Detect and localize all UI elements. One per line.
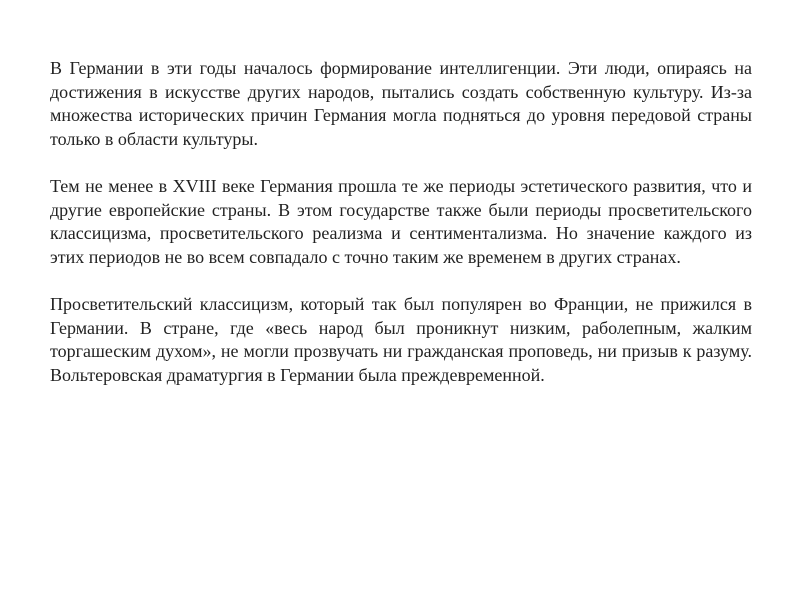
paragraph-2: Тем не менее в XVIII веке Германия прошла те же периоды эстетического развития, что и другие европейские страны. В этом государстве также были периоды просветительского классицизма, просветительского реализма и сентиментализма. Но значение каждого из этих периодов не во всем совпадало с точно таким же временем в других странах. (50, 176, 752, 267)
paragraph-1: В Германии в эти годы началось формирование интеллигенции. Эти люди, опираясь на достижения в искусстве других народов, пытались создать собственную культуру. Из-за множества исторических причин Германия могла подняться до уровня передовой страны только в области культуры. (50, 58, 752, 149)
paragraph-3: Просветительский классицизм, который так был популярен во Франции, не прижился в Германии. В стране, где «весь народ был проникнут низким, раболепным, жалким торгашеским духом», не могли прозвучать ни гражданская проповедь, ни призыв к разуму. Вольтеровская драматургия в Германии была преждевременной. (50, 294, 752, 385)
text-block (50, 57, 752, 411)
